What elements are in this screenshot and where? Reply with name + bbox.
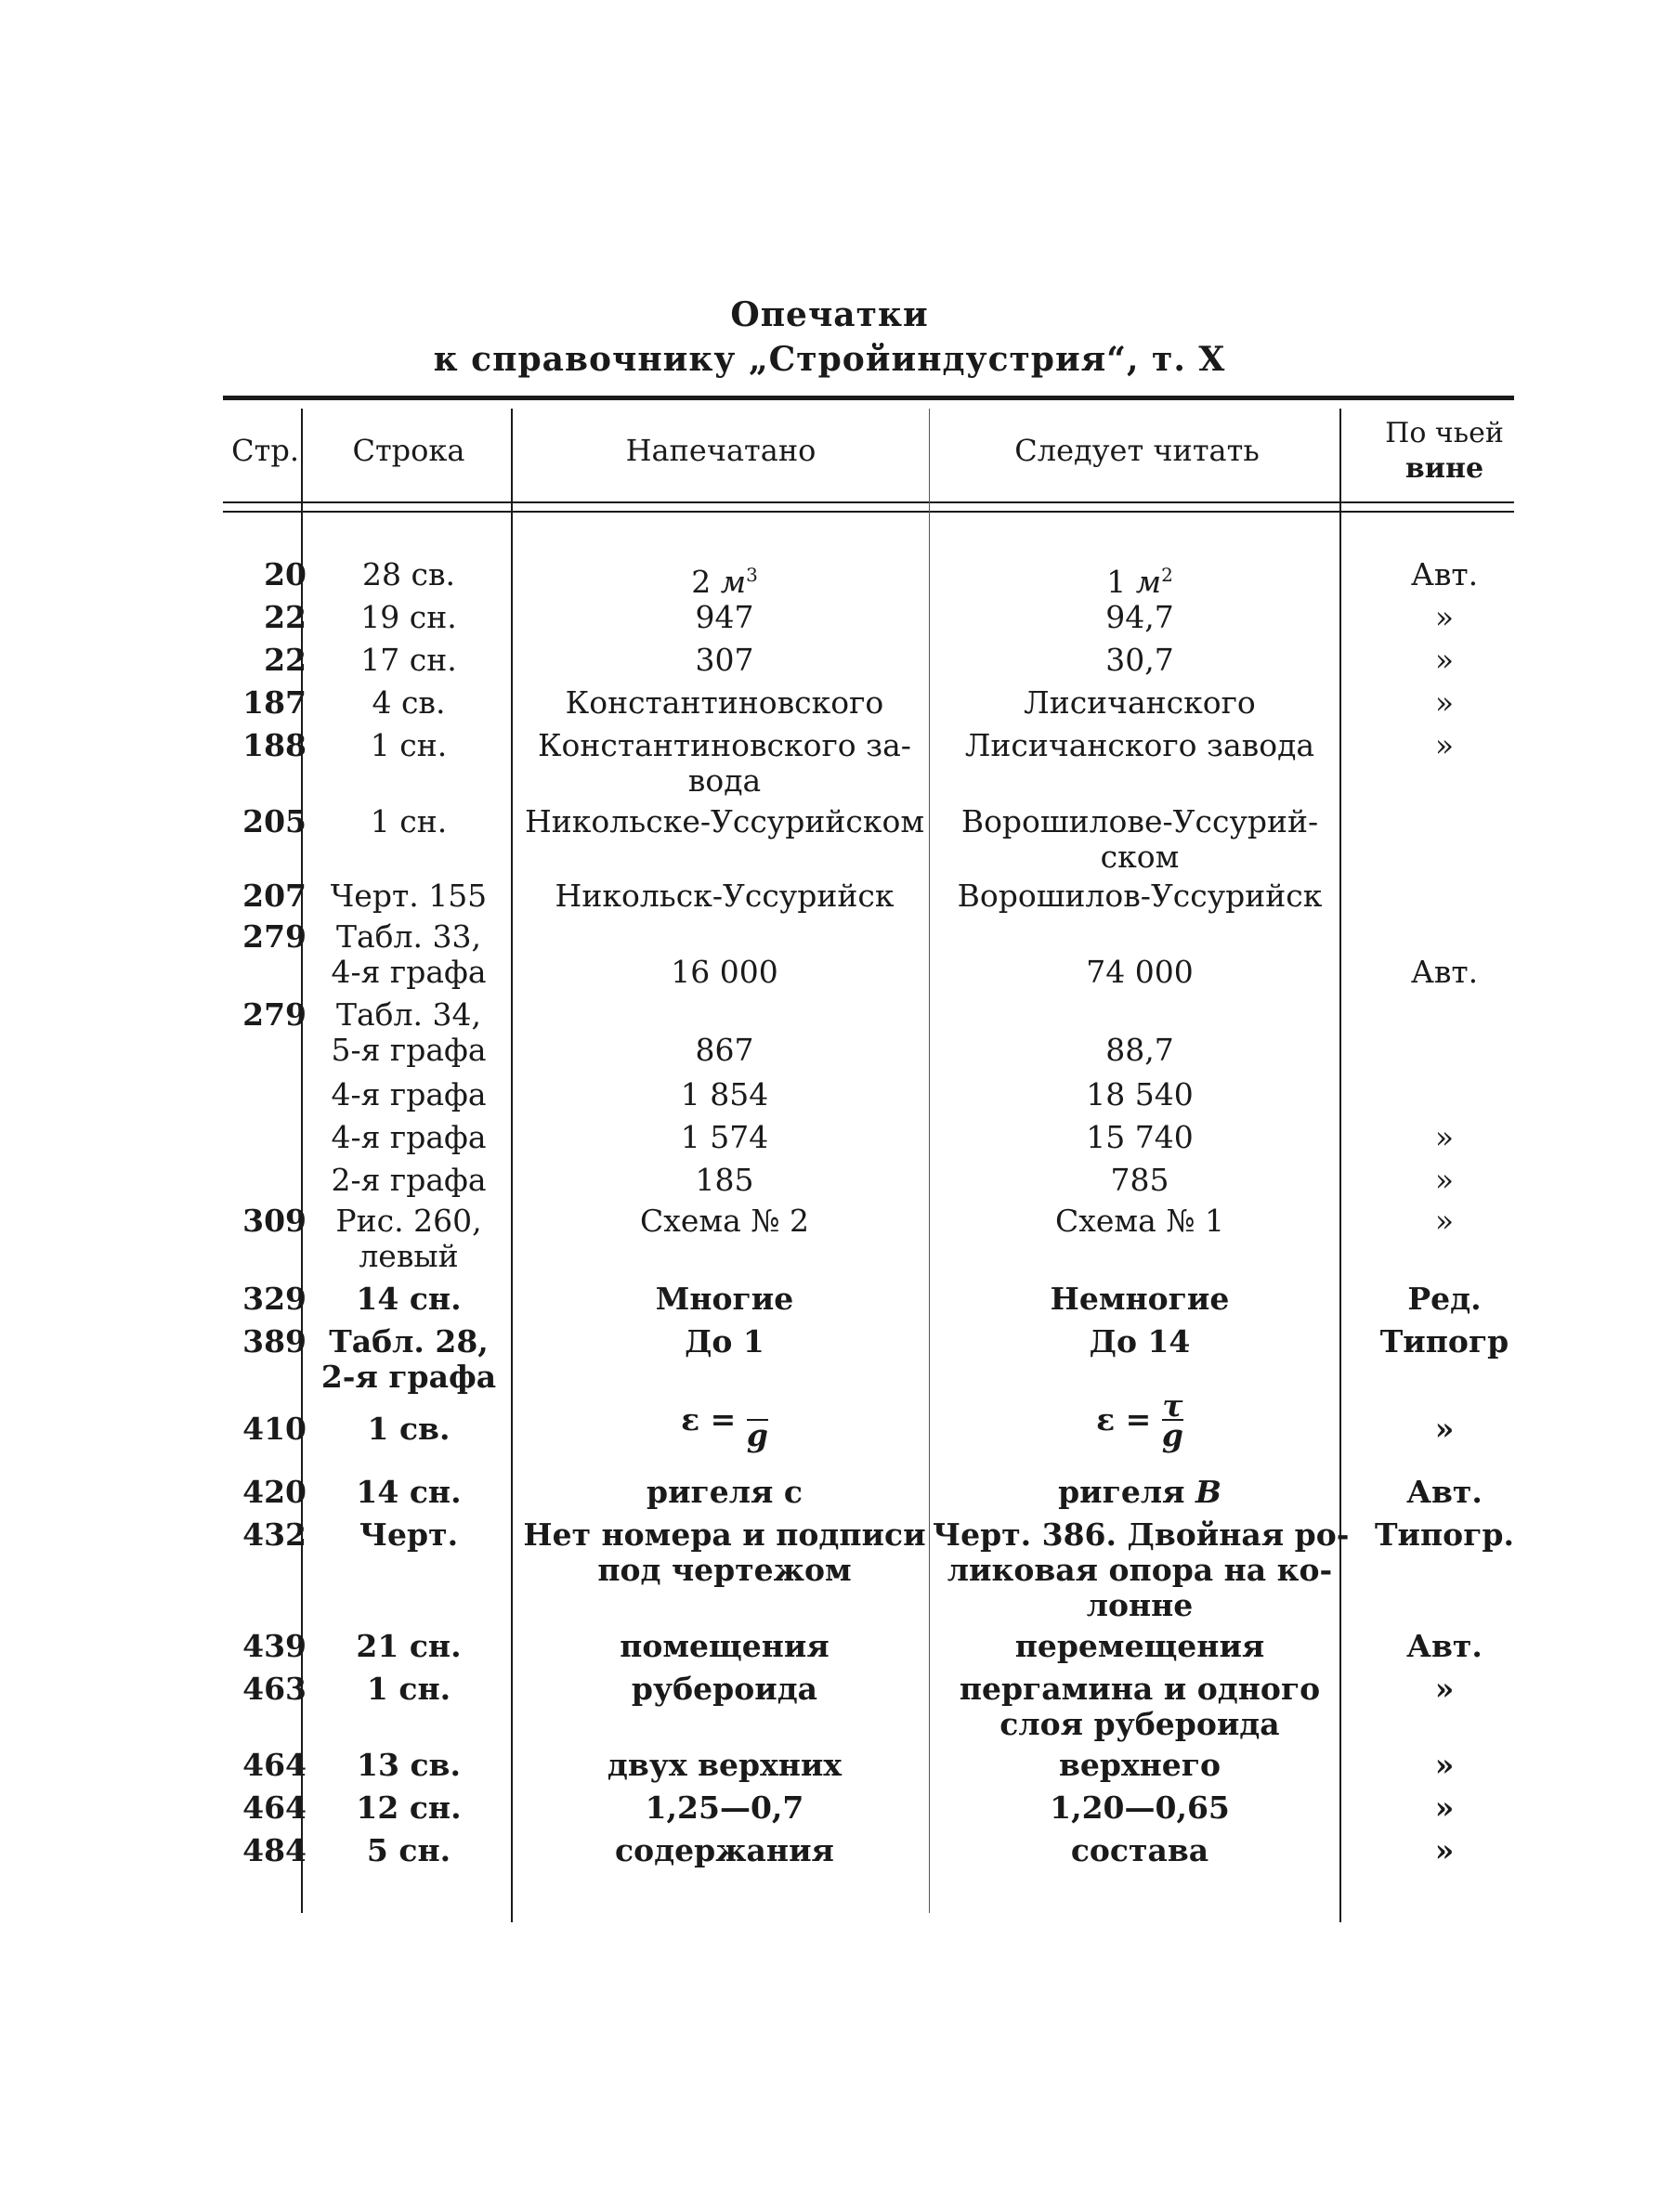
row-read: ригеля B — [1058, 1474, 1221, 1510]
row-page: 309 — [242, 1203, 307, 1239]
row-line: 12 сн. — [356, 1789, 462, 1826]
row-who: Авт. — [1410, 556, 1479, 592]
row-line: 21 сн. — [356, 1628, 462, 1664]
row-who: » — [1434, 1119, 1455, 1155]
row-read: 30,7 — [1105, 642, 1174, 678]
row-printed: Схема № 2 — [640, 1203, 809, 1239]
row-printed-formula — [516, 1393, 933, 1451]
row-line: 1 сн. — [366, 1671, 451, 1707]
row-who: Ред. — [1407, 1281, 1482, 1317]
row-printed: 947 — [695, 599, 754, 635]
row-page: 22 — [264, 599, 307, 635]
row-read-formula — [933, 1387, 1347, 1453]
row-who: » — [1434, 1789, 1455, 1826]
row-read: 1,20—0,65 — [1050, 1789, 1230, 1826]
row-printed: помещения — [620, 1628, 830, 1664]
row-read: 74 000 — [1086, 954, 1194, 990]
page-title: Опечатки — [730, 295, 929, 334]
row-page: 329 — [242, 1281, 307, 1317]
row-page: 410 — [242, 1411, 307, 1447]
row-read-cont: ликовая опора на ко- — [947, 1552, 1333, 1588]
row-page: 22 — [264, 642, 307, 678]
row-printed: До 1 — [685, 1323, 764, 1360]
header-rule-1 — [223, 501, 1514, 503]
row-page: 279 — [242, 996, 307, 1033]
header-who-line2: вине — [1404, 452, 1484, 485]
row-line: Черт. — [359, 1516, 459, 1553]
row-line: Табл. 33, — [336, 918, 481, 955]
row-line-cont: 2-я графа — [320, 1359, 497, 1395]
row-read: Немногие — [1050, 1281, 1230, 1317]
row-read: 15 740 — [1086, 1119, 1194, 1155]
row-line: 4 св. — [372, 684, 446, 721]
row-read: перемещения — [1014, 1628, 1265, 1664]
row-line: 4-я графа — [331, 1119, 487, 1155]
row-line: 14 сн. — [356, 1281, 462, 1317]
row-printed-cont: под чертежом — [597, 1552, 852, 1588]
row-printed: 1 854 — [680, 1076, 769, 1113]
row-read: Ворошилове-Уссурий- — [960, 803, 1319, 839]
row-page: 464 — [242, 1789, 307, 1826]
header-line: Строка — [352, 433, 465, 468]
row-who: » — [1434, 684, 1455, 721]
formula-den: g — [1161, 1417, 1183, 1453]
row-who: » — [1434, 1747, 1455, 1783]
row-who: » — [1434, 642, 1455, 678]
row-read: 1 $м^2$ — [1106, 564, 1173, 600]
row-read: пергамина и одного — [959, 1671, 1321, 1707]
formula-fraction — [747, 1393, 768, 1451]
row-printed: 867 — [695, 1032, 754, 1068]
row-read: 88,7 — [1105, 1032, 1174, 1068]
row-printed: 2 $м^3$ — [691, 564, 758, 600]
row-read: Лисичанского завода — [964, 727, 1315, 763]
row-printed: Константиновского за- — [538, 727, 911, 763]
page-subtitle: к справочнику „Стройиндустрия“, т. X — [433, 340, 1226, 379]
row-who: Авт. — [1406, 1628, 1483, 1664]
row-line: 4-я графа — [331, 1076, 487, 1113]
row-read: 785 — [1110, 1162, 1169, 1198]
row-printed: двух верхних — [607, 1747, 843, 1783]
header-printed: Напечатано — [625, 433, 816, 468]
row-printed-cont: вода — [687, 762, 762, 799]
row-line: Табл. 28, — [329, 1323, 489, 1360]
row-page: 279 — [242, 918, 307, 955]
row-read-cont: лонне — [1086, 1587, 1194, 1623]
row-line: 1 сн. — [370, 727, 448, 763]
row-line: 14 сн. — [356, 1474, 462, 1510]
row-who: Авт. — [1410, 954, 1479, 990]
formula-den: g — [746, 1417, 768, 1453]
formula-num: τ — [1162, 1387, 1183, 1424]
row-who: » — [1434, 1162, 1455, 1198]
row-read: Лисичанского — [1024, 684, 1256, 721]
row-page: 484 — [242, 1832, 307, 1868]
row-page: 187 — [242, 684, 307, 721]
row-line: 13 св. — [357, 1747, 461, 1783]
row-who: » — [1434, 727, 1455, 763]
row-printed: ригеля с — [647, 1474, 803, 1510]
row-printed: рубероида — [631, 1671, 818, 1707]
row-printed: 16 000 — [671, 954, 778, 990]
row-printed: Никольске-Уссурийском — [525, 803, 924, 839]
row-read: 94,7 — [1105, 599, 1174, 635]
row-who: » — [1434, 1832, 1455, 1868]
row-read: состава — [1070, 1832, 1209, 1868]
row-who: » — [1434, 1203, 1455, 1239]
formula-lhs: ε = — [681, 1401, 737, 1438]
row-page: 207 — [242, 878, 307, 914]
row-printed: 185 — [695, 1162, 754, 1198]
row-line: 2-я графа — [331, 1162, 487, 1198]
row-line: Табл. 34, — [336, 996, 481, 1033]
header-page: Стр. — [231, 433, 299, 468]
row-line: Черт. 155 — [330, 878, 488, 914]
row-line: 17 сн. — [360, 642, 457, 678]
row-line: Рис. 260, — [335, 1203, 482, 1239]
header-who-line1: По чьей — [1385, 417, 1504, 449]
row-who: » — [1434, 1411, 1455, 1447]
row-printed: Многие — [655, 1281, 794, 1317]
row-read: 18 540 — [1086, 1076, 1194, 1113]
row-read: Ворошилов-Уссурийск — [957, 878, 1323, 914]
row-read: верхнего — [1058, 1747, 1221, 1783]
row-page: 20 — [264, 556, 307, 592]
row-page: 420 — [242, 1474, 307, 1510]
row-printed: Константиновского — [565, 684, 884, 721]
row-line: 28 св. — [361, 556, 456, 592]
row-page: 205 — [242, 803, 307, 839]
row-line: 19 сн. — [360, 599, 457, 635]
row-read-cont: ском — [1100, 839, 1180, 875]
row-printed: 1 574 — [680, 1119, 769, 1155]
row-page: 432 — [242, 1516, 307, 1553]
row-page: 188 — [242, 727, 307, 763]
top-rule — [223, 396, 1514, 400]
row-line-cont: левый — [359, 1238, 459, 1274]
row-line: 1 сн. — [370, 803, 448, 839]
row-who: Авт. — [1406, 1474, 1483, 1510]
row-who: Типогр. — [1375, 1516, 1514, 1553]
row-printed: содержания — [615, 1832, 834, 1868]
row-read-cont: слоя рубероида — [999, 1706, 1280, 1742]
row-line: 1 св. — [367, 1411, 451, 1447]
formula-fraction — [1161, 1387, 1183, 1453]
row-printed: Нет номера и подписи — [523, 1516, 926, 1553]
row-line: 5 сн. — [366, 1832, 451, 1868]
row-who: » — [1434, 1671, 1455, 1707]
row-line-cont: 4-я графа — [331, 954, 487, 990]
row-printed: Никольск-Уссурийск — [555, 878, 895, 914]
row-read: Черт. 386. Двойная ро- — [933, 1516, 1350, 1553]
row-page: 439 — [242, 1628, 307, 1664]
column-divider — [511, 409, 513, 1922]
header-rule-2 — [223, 511, 1514, 513]
header-read: Следует читать — [1014, 433, 1260, 468]
row-page: 389 — [242, 1323, 307, 1360]
row-page: 463 — [242, 1671, 307, 1707]
row-read: Схема № 1 — [1055, 1203, 1224, 1239]
formula-lhs: ε = — [1096, 1401, 1152, 1438]
row-page: 464 — [242, 1747, 307, 1783]
row-who: Типогр — [1379, 1323, 1509, 1360]
row-printed: 307 — [695, 642, 754, 678]
row-read: До 14 — [1089, 1323, 1191, 1360]
row-who: » — [1434, 599, 1455, 635]
row-printed: 1,25—0,7 — [645, 1789, 804, 1826]
row-line-cont: 5-я графа — [331, 1032, 487, 1068]
